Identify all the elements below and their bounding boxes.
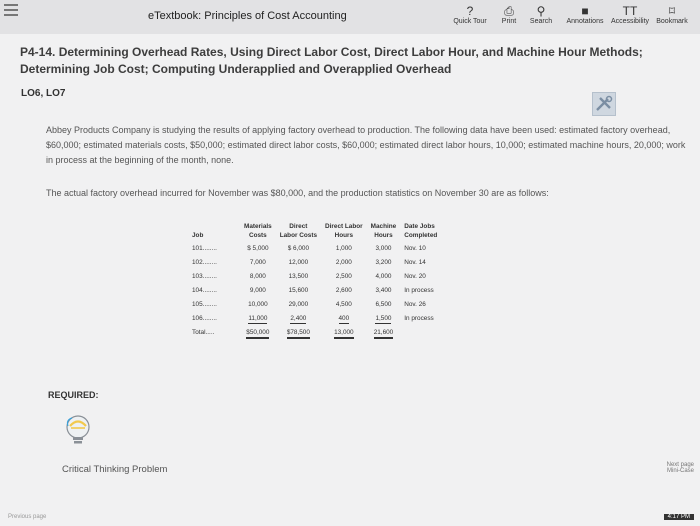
problem-statistics-intro: The actual factory overhead incurred for November was $80,000, and the production statistics on November 30 are as follows: — [46, 188, 549, 198]
problem-title: P4-14. Determining Overhead Rates, Using Direct Labor Cost, Direct Labor Hour, and Machine Hour Methods; Determining Job Cost; Computing Underapplied and Overapplied Overhead — [20, 45, 643, 76]
cell-date-completed: Nov. 20 — [404, 273, 426, 280]
cell-direct-labor-hours: 400 — [338, 315, 350, 322]
cell-materials: 9,000 — [249, 287, 266, 294]
cell-job: 103........ — [192, 273, 217, 280]
cell-direct-labor-cost: $ 6,000 — [287, 245, 310, 252]
menu-icon[interactable] — [4, 4, 18, 16]
help-icon: ? — [466, 4, 474, 18]
cell-total-direct-labor-hours: 13,000 — [321, 326, 367, 340]
annotations-icon: ■ — [581, 4, 589, 18]
learning-objectives — [21, 88, 65, 99]
quick-tour-button[interactable] — [451, 4, 489, 25]
search-label: Search — [529, 18, 553, 25]
lo6-link[interactable]: LO6 — [21, 88, 41, 99]
bottom-nav — [0, 514, 700, 526]
cell-job: 101........ — [192, 245, 217, 252]
cell-job: 106........ — [192, 315, 217, 322]
table-total-row — [188, 326, 441, 340]
table-row — [188, 270, 441, 284]
lo-separator: , — [40, 88, 47, 99]
cell-direct-labor-hours: 2,500 — [335, 273, 352, 280]
next-page-label: Next page — [666, 462, 694, 468]
clock: 4:17 PM — [664, 514, 694, 520]
accessibility-label: Accessibility — [610, 18, 650, 25]
cell-job: 104........ — [192, 287, 217, 294]
accessibility-button[interactable] — [609, 4, 651, 25]
cell-machine-hours: 6,500 — [375, 301, 392, 308]
table-row — [188, 284, 441, 298]
cell-materials: $ 5,000 — [247, 245, 269, 252]
cell-machine-hours: 3,400 — [375, 287, 392, 294]
table-row — [188, 242, 441, 256]
cell-total-direct-labor-cost: $78,500 — [276, 326, 321, 340]
lo7-link[interactable]: LO7 — [46, 88, 66, 99]
cell-direct-labor-cost: 12,000 — [288, 259, 309, 266]
cell-materials: 10,000 — [248, 301, 268, 308]
cell-direct-labor-cost: 13,500 — [288, 273, 309, 280]
bookmark-button[interactable] — [652, 4, 692, 25]
header-date-completed: Date Jobs Completed — [404, 223, 438, 239]
search-icon: ⚲ — [536, 4, 546, 18]
cell-direct-labor-hours: 2,000 — [335, 259, 352, 266]
next-page-link[interactable] — [667, 462, 694, 474]
cell-direct-labor-hours: 1,000 — [335, 245, 352, 252]
cell-total-date — [400, 326, 441, 340]
table-row — [188, 298, 441, 312]
header-direct-labor-hours: Direct Labor Hours — [325, 223, 363, 239]
cell-direct-labor-cost: 2,400 — [290, 315, 307, 322]
top-toolbar — [0, 0, 700, 35]
cell-date-completed: Nov. 10 — [404, 245, 426, 252]
table-header-row — [188, 222, 441, 242]
cell-date-completed: Nov. 26 — [404, 301, 426, 308]
print-icon: ⎙ — [504, 4, 514, 18]
cell-date-completed: In process — [404, 287, 434, 294]
app-title: eTextbook: Principles of Cost Accounting — [148, 10, 347, 22]
required-heading: REQUIRED: — [48, 390, 99, 400]
cell-total-machine-hours: 21,600 — [367, 326, 401, 340]
print-button[interactable] — [497, 4, 521, 25]
cell-materials: 11,000 — [248, 315, 268, 322]
cell-date-completed: In process — [404, 315, 434, 322]
header-machine-hours: Machine Hours — [370, 223, 397, 239]
text-size-icon: TT — [622, 4, 638, 18]
cell-direct-labor-cost: 29,000 — [288, 301, 309, 308]
table-row — [188, 312, 441, 326]
print-label: Print — [501, 18, 517, 25]
cell-direct-labor-hours: 2,600 — [335, 287, 352, 294]
header-job: Job — [192, 232, 204, 239]
cell-materials: 7,000 — [249, 259, 266, 266]
annotations-label: Annotations — [566, 18, 604, 25]
cell-machine-hours: 4,000 — [375, 273, 392, 280]
quick-tour-label: Quick Tour — [453, 18, 487, 25]
cell-job: 105........ — [192, 301, 217, 308]
critical-thinking-label: Critical Thinking Problem — [62, 464, 168, 475]
production-statistics-table — [188, 222, 441, 340]
search-button[interactable] — [527, 4, 555, 25]
cell-total-label: Total..... — [192, 329, 215, 336]
cell-job: 102........ — [192, 259, 217, 266]
page-content — [0, 34, 700, 526]
cell-machine-hours: 1,500 — [375, 315, 392, 322]
cell-materials: 8,000 — [249, 273, 266, 280]
bookmark-label: Bookmark — [656, 18, 688, 25]
cell-direct-labor-cost: 15,600 — [288, 287, 309, 294]
next-page-section: Mini-Case — [666, 468, 694, 474]
header-materials-costs: Materials Costs — [244, 223, 272, 239]
header-direct-labor-costs: Direct Labor Costs — [279, 223, 318, 239]
cell-total-materials: $50,000 — [240, 326, 276, 340]
cell-direct-labor-hours: 4,500 — [335, 301, 352, 308]
lightbulb-icon — [60, 412, 96, 448]
tools-icon[interactable] — [592, 92, 616, 116]
previous-page-link[interactable]: Previous page — [8, 514, 47, 520]
table-row — [188, 256, 441, 270]
cell-date-completed: Nov. 14 — [404, 259, 426, 266]
problem-description: Abbey Products Company is studying the results of applying factory overhead to production. The following data have been used: estimated factory overhead, $60,000; estimated materials costs, $50,000; estimated direct labor costs, $60,000; estimated direct labor hours, 10,000; estimated machine hours, 20,000; work in process at the beginning of the month, none. — [46, 125, 686, 165]
bookmark-icon: ⌑ — [668, 4, 676, 18]
annotations-button[interactable] — [563, 4, 607, 25]
cell-machine-hours: 3,200 — [375, 259, 392, 266]
cell-machine-hours: 3,000 — [375, 245, 392, 252]
